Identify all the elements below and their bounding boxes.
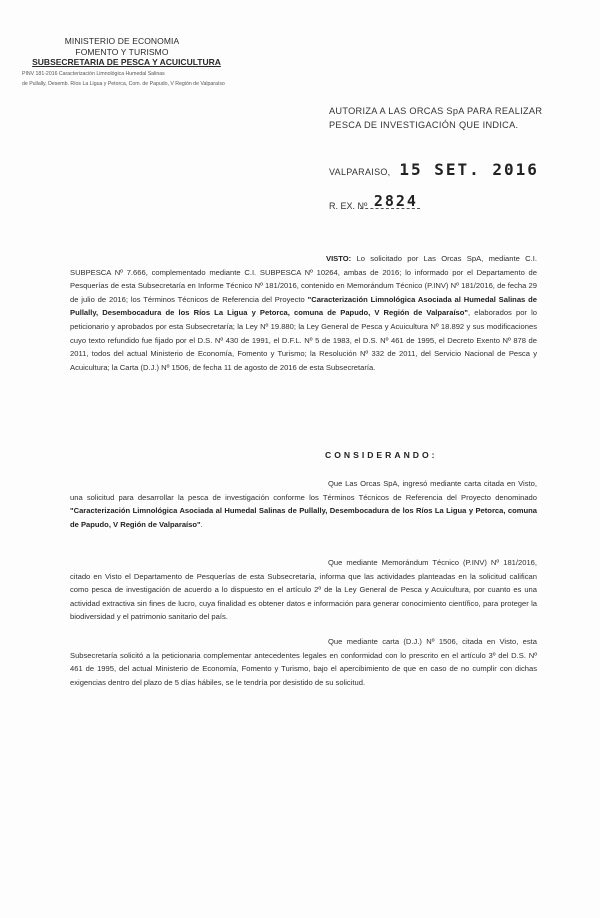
p1-text-b: . xyxy=(200,519,203,529)
letterhead xyxy=(22,36,262,88)
visto-text-b: , elaborados por lo peticionario y aprobados por esta Subsecretaría; la Ley Nº 19.880; la Ley General de Pesca y Acuicultura Nº 18.892 y sus modificaciones cuyo texto refundido fue fijado por el D.S. Nº 430 de 1991, el D.F.L. Nº 5 de 1983, el D.S. Nº 461 de 1995, el Decreto Exento Nº 878 de 2011, todos del actual Ministerio de Economía, Fomento y Turismo; la Resolución Nº 332 de 2011, del Servicio Nacional de Pesca y Acuicultura; la Carta (D.J.) Nº 1506, de fecha 11 de agosto de 2016 de esta Subsecretaría. xyxy=(70,308,537,372)
considerando-heading: CONSIDERANDO: xyxy=(325,450,438,460)
ministry-name: MINISTERIO DE ECONOMIA xyxy=(64,36,180,46)
visto-paragraph xyxy=(70,252,537,374)
rex-label: R. EX. Nº xyxy=(329,201,368,211)
visto-project: "Caracterización Limnológica Asociada al Humedal Salinas de Pullally, Desembocadura de los Ríos La Ligua y Petorca, comuna de Papudo, V Región de Valparaíso" xyxy=(70,294,537,318)
subsecretaria-name xyxy=(24,57,229,68)
considerando-paragraph-1 xyxy=(70,477,537,531)
visto-text-a: Lo solicitado por Las Orcas SpA, mediante C.I. SUBPESCA Nº 7.666, complementado mediante C.I. SUBPESCA Nº 10264, ambas de 2016; lo informado por el Departamento de Pesquerías de esta Subsecretaría en Informe Técnico Nº 181/2016, contenido en Memorándum Técnico (P.INV) Nº 181/2016, de fecha 29 de julio de 2016; los Términos Técnicos de Referencia del Proyecto xyxy=(70,254,537,304)
date-stamp: 15 SET. 2016 xyxy=(399,160,539,179)
date-line xyxy=(329,160,539,179)
reference-line-1: PINV 181-2016 Caracterización Limnológica Humedal Salinas xyxy=(22,71,165,77)
reference-line-2: de Pullally, Desemb. Ríos La Ligua y Petorca, Com. de Papudo, V Región de Valparaíso xyxy=(22,81,225,87)
date-place: VALPARAISO, xyxy=(329,167,391,177)
visto-lead: VISTO: xyxy=(326,254,352,263)
considerando-paragraph-3: Que mediante carta (D.J.) Nº 1506, citada en Visto, esta Subsecretaría solicitó a la peticionaria complementar antecedentes legales en conformidad con lo prescrito en el artículo 3º del D.S. Nº 461 de 1995, del actual Ministerio de Economía, Fomento y Turismo, bajo el apercibimiento de que en caso de no cumplir con dichas exigencias dentro del plazo de 5 días hábiles, se le tendría por desistido de su solicitud. xyxy=(70,637,537,687)
resolution-title: AUTORIZA A LAS ORCAS SpA PARA REALIZAR PESCA DE INVESTIGACIÓN QUE INDICA. xyxy=(329,106,543,130)
rex-underline xyxy=(360,208,420,209)
p1-project: "Caracterización Limnológica Asociada al Humedal Salinas de Pullally, Desembocadura de los Ríos La Ligua y Petorca, comuna de Papudo, V Región de Valparaíso" xyxy=(70,506,537,529)
considerando-paragraph-2: Que mediante Memorándum Técnico (P.INV) Nº 181/2016, citado en Visto el Departamento de Pesquerías de esta Subsecretaría, informa que las actividades planteadas en la solicitud califican como pesca de investigación de acuerdo a lo dispuesto en el artículo 2º de la Ley General de Pesca y Acuicultura, por cuanto es una actividad extractiva sin fines de lucro, cuya finalidad es obtener datos e información para generar conocimiento científico, para proteger la biodiversidad y el patrimonio sanitario del país. xyxy=(70,558,537,622)
ministry-subname: FOMENTO Y TURISMO xyxy=(75,46,169,57)
subsecretaria-label: SUBSECRETARIA DE PESCA Y ACUICULTURA xyxy=(32,57,221,67)
p1-text-a: Que Las Orcas SpA, ingresó mediante carta citada en Visto, una solicitud para desarrollar la pesca de investigación conforme los Términos Técnicos de Referencia del Proyecto denominado xyxy=(70,479,537,502)
rex-number: 2824 xyxy=(373,192,418,210)
resolution-number-line xyxy=(329,192,420,211)
